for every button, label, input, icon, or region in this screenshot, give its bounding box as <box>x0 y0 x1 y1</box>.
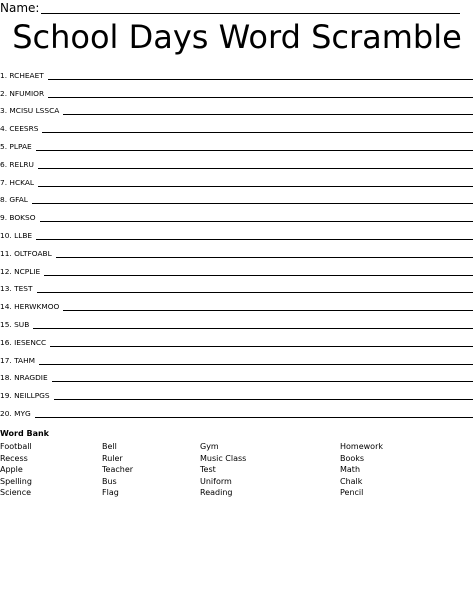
word-bank-word: Recess <box>0 453 28 463</box>
word-bank <box>0 441 474 501</box>
word-bank-word: Gym <box>200 442 219 451</box>
scramble-item <box>0 311 474 329</box>
word-bank-word: Bell <box>102 442 117 451</box>
scramble-item-label: 20. MYG <box>0 408 31 418</box>
scramble-item <box>0 258 474 276</box>
scramble-item-label: 1. RCHEAET <box>0 70 44 80</box>
scramble-item-label: 16. IESENCC <box>0 337 47 347</box>
scramble-answer-line[interactable] <box>36 143 473 151</box>
scramble-answer-line[interactable] <box>44 268 473 276</box>
scramble-item <box>0 329 474 347</box>
word-bank-word: Science <box>0 488 32 498</box>
scramble-item-label: 9. BOKSO <box>0 213 36 223</box>
scramble-answer-line[interactable] <box>37 285 474 293</box>
scramble-item-label: 18. NRAGDIE <box>0 373 48 383</box>
scramble-answer-line[interactable] <box>32 196 473 204</box>
scramble-item <box>0 240 474 258</box>
scramble-answer-line[interactable] <box>50 339 473 347</box>
scramble-item-label: 12. NCPLIE <box>0 266 41 276</box>
scramble-item <box>0 187 474 205</box>
word-bank-word: Test <box>200 465 216 475</box>
scramble-answer-line[interactable] <box>48 90 473 98</box>
scramble-item <box>0 276 474 294</box>
name-label: Name: <box>0 1 40 15</box>
scramble-answer-line[interactable] <box>35 410 473 418</box>
name-row <box>0 0 460 14</box>
word-bank-word: Pencil <box>340 488 364 498</box>
scramble-item <box>0 347 474 365</box>
scramble-answer-line[interactable] <box>48 72 473 80</box>
scramble-answer-line[interactable] <box>38 179 473 187</box>
word-bank-word: Teacher <box>102 465 134 475</box>
scramble-answer-line[interactable] <box>42 125 473 133</box>
word-bank-word: Reading <box>200 488 233 498</box>
scramble-item <box>0 400 474 418</box>
word-bank-word: Flag <box>102 488 119 498</box>
word-bank-word: Football <box>0 442 32 451</box>
scramble-item-label: 3. MCISU LSSCA <box>0 106 60 116</box>
scramble-item <box>0 204 474 222</box>
word-bank-word: Apple <box>0 465 23 475</box>
scramble-answer-line[interactable] <box>52 374 473 382</box>
scramble-item <box>0 222 474 240</box>
scramble-item-label: 17. TAHM <box>0 355 36 365</box>
scramble-item <box>0 293 474 311</box>
scramble-answer-line[interactable] <box>56 250 473 258</box>
scramble-answer-line[interactable] <box>36 232 473 240</box>
scramble-item-label: 15. SUB <box>0 319 30 329</box>
word-bank-word: Books <box>340 453 365 463</box>
word-bank-word: Chalk <box>340 476 363 486</box>
scramble-item-label: 11. OLTFOABL <box>0 248 52 258</box>
scramble-item <box>0 169 474 187</box>
word-bank-word: Music Class <box>200 453 247 463</box>
scramble-list <box>0 62 474 418</box>
name-answer-line[interactable] <box>41 3 460 14</box>
scramble-item <box>0 382 474 400</box>
word-bank-word: Math <box>340 465 361 475</box>
scramble-answer-line[interactable] <box>33 321 473 329</box>
scramble-item <box>0 151 474 169</box>
scramble-item <box>0 365 474 383</box>
worksheet-title: School Days Word Scramble <box>12 18 462 56</box>
scramble-answer-line[interactable] <box>38 161 473 169</box>
scramble-item <box>0 115 474 133</box>
scramble-item-label: 7. HCKAL <box>0 177 35 187</box>
scramble-answer-line[interactable] <box>63 107 473 115</box>
scramble-item-label: 13. TEST <box>0 284 33 294</box>
scramble-answer-line[interactable] <box>54 392 473 400</box>
word-bank-word: Bus <box>102 476 117 486</box>
scramble-answer-line[interactable] <box>63 303 473 311</box>
scramble-answer-line[interactable] <box>39 357 473 365</box>
scramble-answer-line[interactable] <box>40 214 473 222</box>
scramble-item-label: 19. NEILLPGS <box>0 391 50 401</box>
scramble-item <box>0 133 474 151</box>
scramble-item <box>0 62 474 80</box>
scramble-item <box>0 98 474 116</box>
scramble-item <box>0 80 474 98</box>
scramble-item-label: 10. LLBE <box>0 230 33 240</box>
word-bank-word: Spelling <box>0 476 32 486</box>
word-bank-title: Word Bank <box>0 429 50 438</box>
scramble-item-label: 2. NFUMIOR <box>0 88 45 98</box>
scramble-item-label: 14. HERWKMOO <box>0 302 60 312</box>
word-bank-word: Ruler <box>102 453 123 463</box>
scramble-item-label: 4. CEESRS <box>0 124 39 134</box>
word-bank-word: Uniform <box>200 476 232 486</box>
scramble-item-label: 5. PLPAE <box>0 141 32 151</box>
scramble-item-label: 6. RELRU <box>0 159 34 169</box>
word-bank-word: Homework <box>340 442 383 451</box>
scramble-item-label: 8. GFAL <box>0 195 28 205</box>
